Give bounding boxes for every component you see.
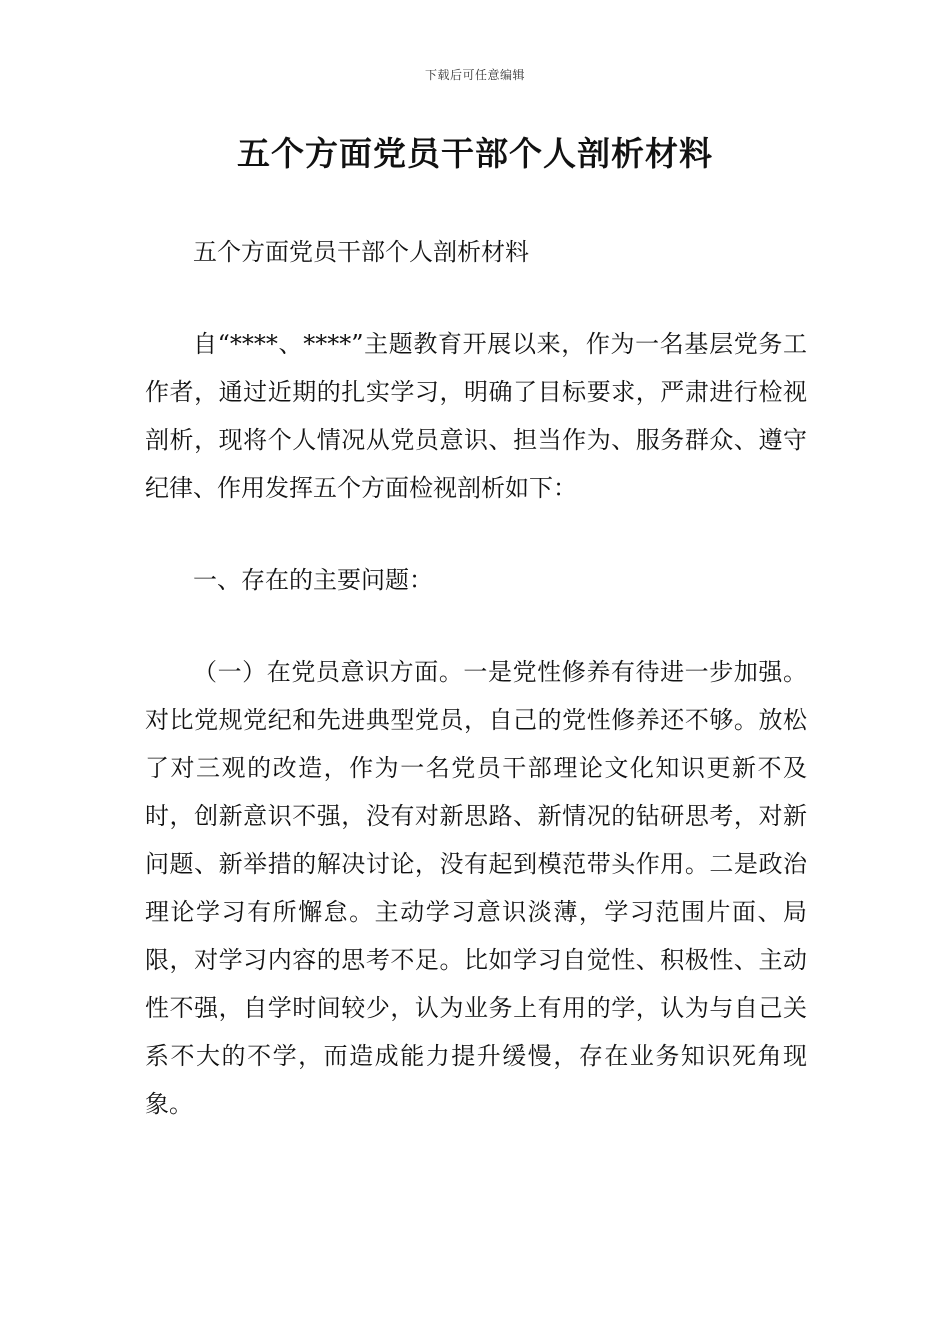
header-note: 下载后可任意编辑 — [424, 68, 525, 82]
intro-paragraph: 自“****、****”主题教育开展以来，作为一名基层党务工作者，通过近期的扎实学习，明确了目标要求，严肃进行检视剖析，现将个人情况从党员意识、担当作为、服务群众、遵守纪律、作用发挥五个方面检视剖析如下： — [145, 330, 807, 502]
section-heading: 一、存在的主要问题： — [193, 566, 433, 594]
party-awareness-paragraph: （一）在党员意识方面。一是党性修养有待进一步加强。对比党规党纪和先进典型党员，自己的党性修养还不够。放松了对三观的改造，作为一名党员干部理论文化知识更新不及时，创新意识不强，没有对新思路、新情况的钻研思考，对新问题、新举措的解决讨论，没有起到模范带头作用。二是政治理论学习有所懈怠。主动学习意识淡薄，学习范围片面、局限，对学习内容的思考不足。比如学习自觉性、积极性、主动性不强，自学时间较少，认为业务上有用的学，认为与自己关系不大的不学，而造成能力提升缓慢，存在业务知识死角现象。 — [145, 658, 807, 1118]
subtitle-paragraph: 五个方面党员干部个人剖析材料 — [193, 238, 529, 266]
document-body — [145, 228, 807, 1128]
document-title: 五个方面党员干部个人剖析材料 — [237, 134, 713, 173]
